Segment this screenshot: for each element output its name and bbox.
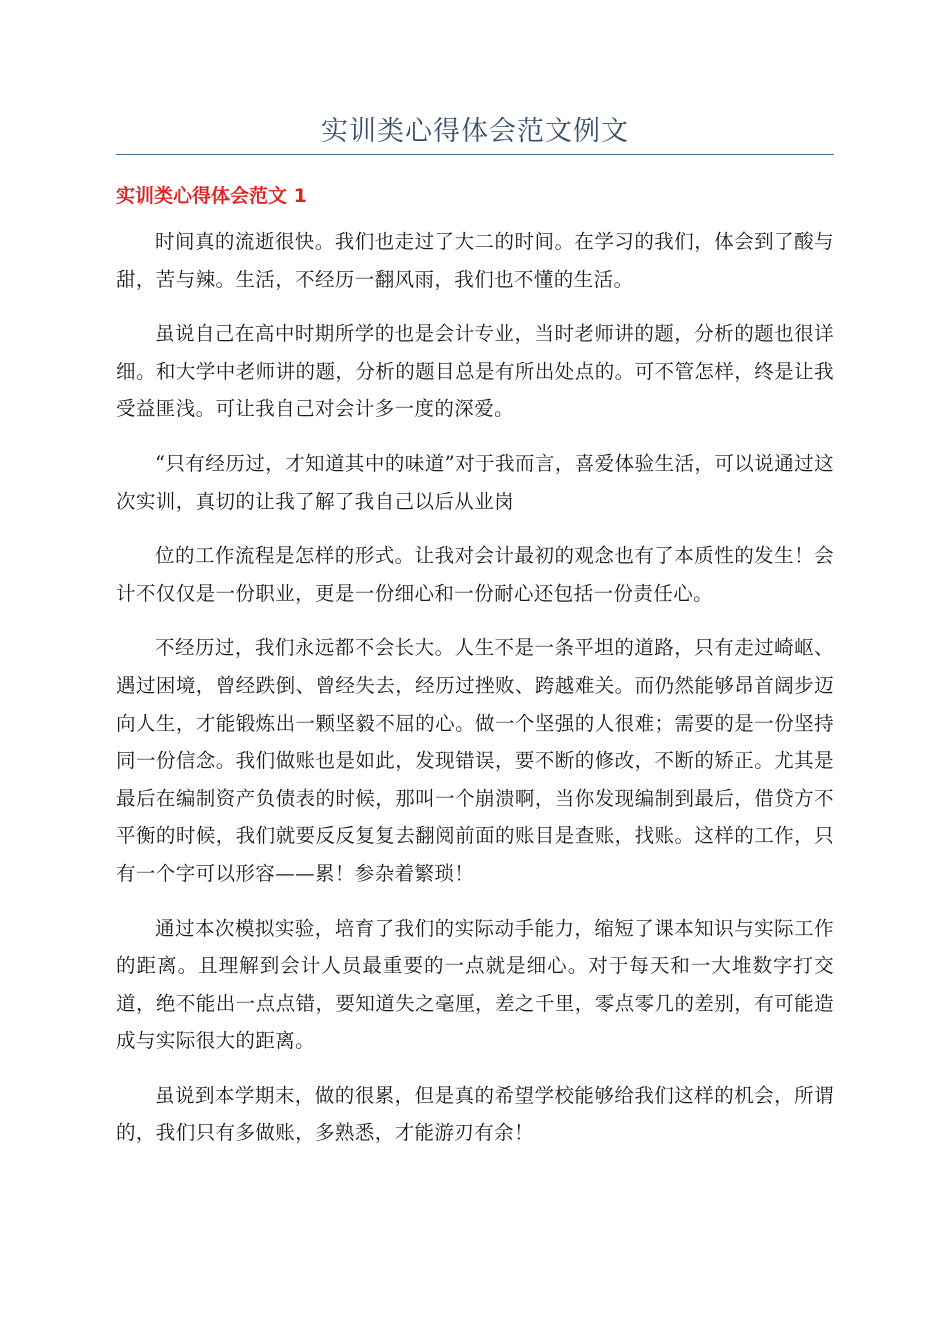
paragraph: 虽说到本学期末，做的很累，但是真的希望学校能够给我们这样的机会，所谓的，我们只有多做账，多熟悉，才能游刃有余！: [116, 1083, 834, 1145]
section-heading: 实训类心得体会范文 1: [116, 185, 307, 207]
paragraph: “只有经历过，才知道其中的味道”对于我而言，喜爱体验生活，可以说通过这次实训，真切的让我了解了我自己以后从业岗: [116, 451, 834, 513]
document-body: [116, 223, 834, 1169]
paragraph: 不经历过，我们永远都不会长大。人生不是一条平坦的道路，只有走过崎岖、遇过困境，曾经跌倒、曾经失去，经历过挫败、跨越难关。而仍然能够昂首阔步迈向人生，才能锻炼出一颗坚毅不屈的心。做一个坚强的人很难；需要的是一份坚持同一份信念。我们做账也是如此，发现错误，要不断的修改，不断的矫正。尤其是最后在编制资产负债表的时候，那叫一个崩溃啊，当你发现编制到最后，借贷方不平衡的时候，我们就要反反复复去翻阅前面的账目是查账，找账。这样的工作，只有一个字可以形容——累！参杂着繁琐！: [116, 636, 834, 885]
title-divider: [116, 154, 834, 155]
paragraph: 位的工作流程是怎样的形式。让我对会计最初的观念也有了本质性的发生！会计不仅仅是一份职业，更是一份细心和一份耐心还包括一份责任心。: [116, 544, 834, 605]
document-title: 实训类心得体会范文例文: [321, 116, 629, 147]
paragraph: 时间真的流逝很快。我们也走过了大二的时间。在学习的我们，体会到了酸与甜，苦与辣。生活，不经历一翻风雨，我们也不懂的生活。: [116, 230, 834, 291]
paragraph: 虽说自己在高中时期所学的也是会计专业，当时老师讲的题，分析的题也很详细。和大学中老师讲的题，分析的题目总是有所出处点的。可不管怎样，终是让我受益匪浅。可让我自己对会计多一度的深爱。: [116, 322, 834, 421]
paragraph: 通过本次模拟实验，培育了我们的实际动手能力，缩短了课本知识与实际工作的距离。且理解到会计人员最重要的一点就是细心。对于每天和一大堆数字打交道，绝不能出一点点错，要知道失之毫厘，差之千里，零点零几的差别，有可能造成与实际很大的距离。: [116, 916, 834, 1053]
document-page: [116, 0, 834, 1344]
